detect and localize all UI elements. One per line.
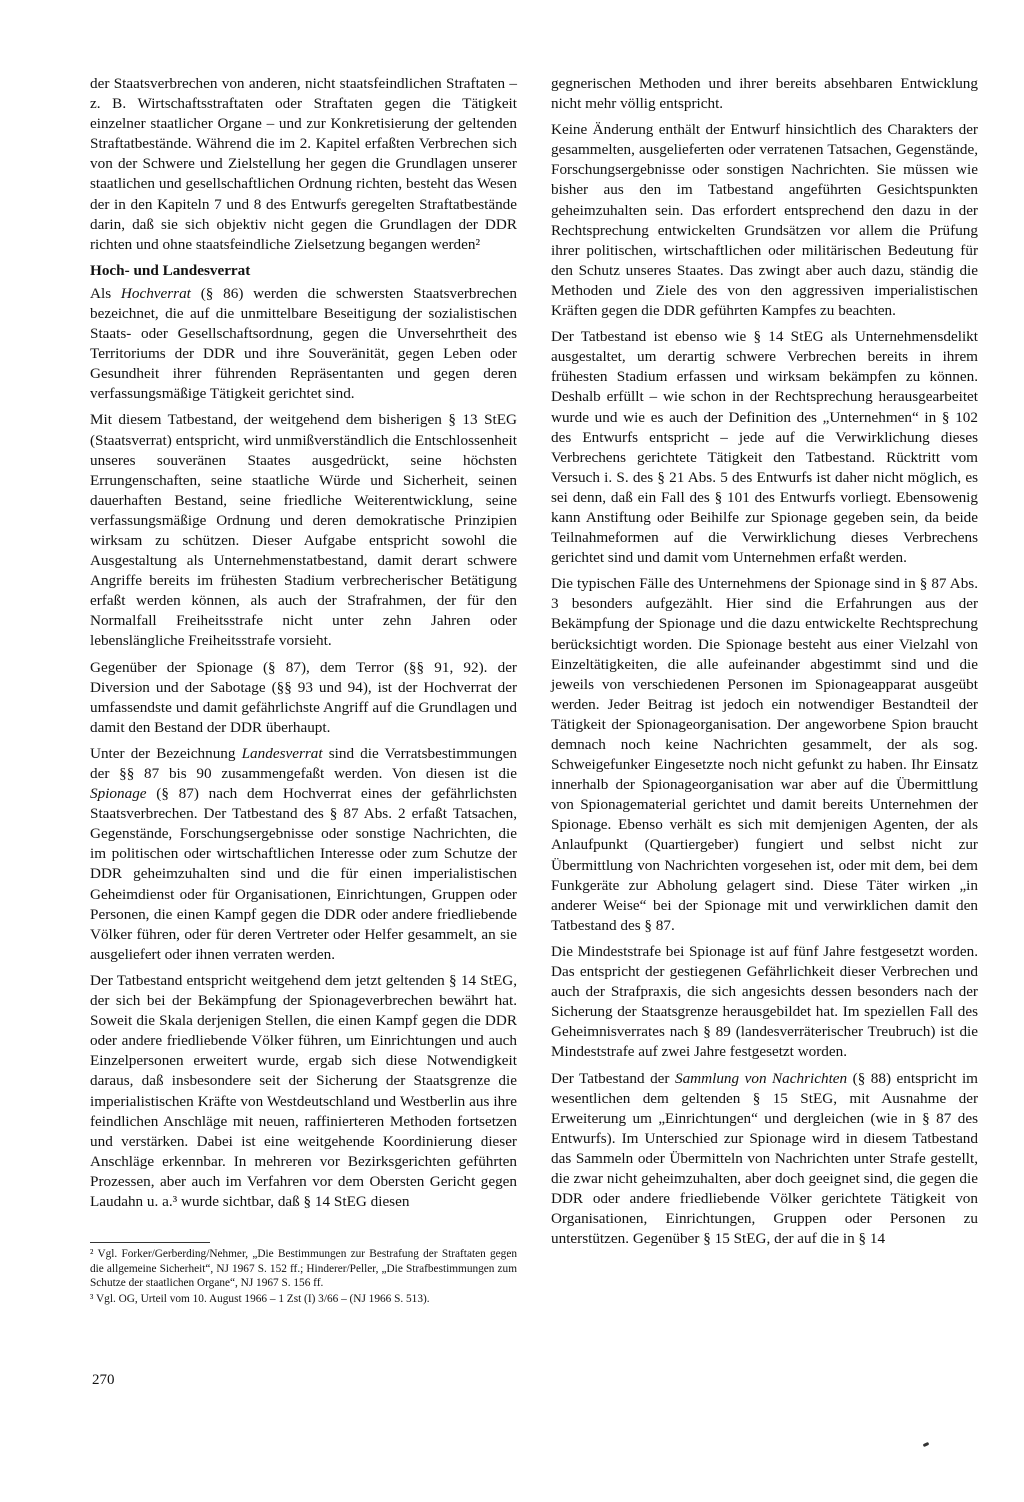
text-run: (§ 87) nach dem Hochverrat eines der gefährlichsten Staatsverbrechen. Der Tatbestand des § 87 Abs. 2 erfaßt Tatsachen, Gegenstände, Forschungsergebnisse oder sonstige Nachrichten, die im politischen oder wirtschaftlichen Interesse oder zum Schutze der DDR geheimzuhalten sind und die für einen imperialistischen Geheimdienst oder für Organisationen, Einrichtungen, Gruppen oder Personen, die einen Kampf gegen die DDR oder andere friedliebende Völker führen, oder für deren Vertreter oder Helfer gesammelt, an sie ausgeliefert oder ihnen verraten werden. [90, 785, 517, 963]
paragraph-left-5 [90, 744, 517, 965]
paragraph-right-3: Der Tatbestand ist ebenso wie § 14 StEG als Unternehmensdelikt ausgestaltet, um derartig schwere Verbrechen bereits in ihrem frühesten Stadium erfassen und wirksam bekämpfen zu können. Deshalb erfüllt – wie schon in der Rechtsprechung herausgearbeitet wurde und wie es auch der Definition des „Unternehmen“ in § 102 des Entwurfs entspricht – jede auf die Verwirklichung dieses Verbrechens gerichtete Tätigkeit den Tatbestand. Rücktritt vom Versuch i. S. des § 21 Abs. 5 des Entwurfs ist daher nicht möglich, es sei denn, daß ein Fall des § 101 des Entwurfs vorliegt. Ebensowenig kann Anstiftung oder Beihilfe zur Spionage gegeben sein, da beide Teilnahmeformen auf die Verwirklichung dieses Verbrechens gerichtet sind und damit vom Unternehmen erfaßt werden. [551, 328, 978, 567]
footnotes [90, 1242, 517, 1307]
paragraph-left-1: der Staatsverbrechen von anderen, nicht staatsfeindlichen Straftaten – z. B. Wirtschaftsstraftaten oder Straftaten gegen die Tätigkeit einzelner staatlicher Organe – und zur Konkretisierung der geltenden Straftatbestände. Während die im 2. Kapitel erfaßten Verbrechen sich von der Schwere und Zielstellung her gegen die Grundlagen unserer staatlichen und gesellschaftlichen Ordnung richten, besteht das Wesen der in den Kapiteln 7 und 8 des Entwurfs geregelten Straftatbestände darin, daß sie sich objektiv nicht gegen die Grundlagen der DDR richten und ohne staatsfeindliche Zielsetzung begangen werden² [90, 75, 517, 253]
ink-speck [923, 1442, 930, 1447]
text-run: sind die Verratsbestimmungen der §§ 87 bis 90 zusammengefaßt werden. Von diesen ist die [90, 744, 517, 782]
section-heading-hoch-und-landesverrat: Hoch- und Landesverrat [90, 261, 251, 279]
footnote-rule [90, 1242, 210, 1243]
footnote-2: ² Vgl. Forker/Gerberding/Nehmer, „Die Bestimmungen zur Bestrafung der Straftaten gegen die allgemeine Sicherheit“, NJ 1967 S. 152 ff.; Hinderer/Peller, „Die Strafbestimmungen zum Schutze der staatlichen Organe“, NJ 1967 S. 156 ff. [90, 1248, 517, 1290]
paragraph-right-2: Keine Änderung enthält der Entwurf hinsichtlich des Charakters der gesammelten, ausgelieferten oder verratenen Tatsachen, Gegenstände, Forschungsergebnisse oder sonstigen Nachrichten. Sie müssen wie bisher aus den im Tatbestand angeführten Gesichtspunkten geheimzuhalten sein. Das erfordert entsprechend den dazu in der Rechtsprechung entwickelten Grundsätzen vor allem die Prüfung ihrer politischen, wirtschaftlichen oder militärischen Bedeutung für den Schutz unseres Staates. Das zwingt aber auch dazu, ständig die Methoden und Ziele des von den aggressiven imperialistischen Kräften gegen die DDR geführten Kampfes zu beachten. [551, 121, 978, 320]
paragraph-left-6: Der Tatbestand entspricht weitgehend dem jetzt geltenden § 14 StEG, der sich bei der Bekämpfung der Spionageverbrechen bewährt hat. Soweit die Skala derjenigen Stellen, die einen Kampf gegen die DDR oder andere friedliebende Völker führen, um Einrichtungen und auch Einzelpersonen erweitert wurde, ergab sich diese Notwendigkeit daraus, daß insbesondere seit der Sicherung der Staatsgrenze die imperialistischen Kräfte von Westdeutschland und Westberlin aus ihre feindlichen Anschläge mit neuen, raffinierteren Methoden fortsetzen und verstärken. Dabei ist eine weitgehende Koordinierung dieser Anschläge erkennbar. In mehreren vor Bezirksgerichten geführten Prozessen, aber auch im Verfahren vor dem Obersten Gericht gegen Laudahn u. a.³ wurde sichtbar, daß § 14 StEG diesen [90, 971, 517, 1210]
paragraph-left-2 [90, 284, 517, 405]
text-run: (§ 86) werden die schwersten Staatsverbrechen bezeichnet, die auf die unmittelbare Beseitigung der sozialistischen Staats- oder Gesellschaftsordnung, gegen die Unversehrtheit des Territoriums der DDR und ihre Souveränität, gegen Leben oder Gesundheit ihrer führenden Repräsentanten und gegen deren verfassungsmäßige Tätigkeit gerichtet sind. [90, 284, 517, 403]
term-hochverrat: Hochverrat [120, 284, 191, 302]
term-sammlung-von-nachrichten: Sammlung von Nachrichten [674, 1069, 848, 1087]
term-landesverrat: Landesverrat [241, 744, 323, 762]
paragraph-right-4: Die typischen Fälle des Unternehmens der Spionage sind in § 87 Abs. 3 besonders aufgezählt. Hier sind die Erfahrungen aus der Bekämpfung der Spionage und die dazu entwickelte Rechtsprechung berücksichtigt worden. Die Spionage besteht aus einer Vielzahl von Einzeltätigkeiten, die alle aufeinander abgestimmt sind und die jeweils von verschiedenen Personen im Spionageapparat ausgeübt werden. Jeder Beitrag ist jedoch ein notwendiger Bestandteil der Tätigkeit der Spionageorganisation. Der angeworbene Spion braucht demnach noch keine Nachrichten gesammelt, der als sog. Schweigefunker Eingesetzte noch nicht gefunkt zu haben. Ihr Einsatz innerhalb der Spionageorganisation war aber auf die Übermittlung von Spionagematerial gerichtet und damit bereits Unternehmen der Spionage. Ebenso verhält es sich mit demjenigen Agenten, der als Anlaufpunkt (Quartiergeber) fungiert und selbst nicht zur Übermittlung von Nachrichten vorgesehen ist, oder mit dem, bei dem Funkgeräte zur Abholung gelagert sind. Diese Täter wirken „in anderer Weise“ bei der Spionage mit und verwirklichen damit den Tatbestand des § 87. [551, 575, 978, 934]
right-column [551, 74, 978, 1255]
paragraph-right-6 [551, 1069, 978, 1250]
paragraph-right-5: Die Mindeststrafe bei Spionage ist auf fünf Jahre festgesetzt worden. Das entspricht der gestiegenen Gefährlichkeit dieser Verbrechen und auch der Strafpraxis, die sich angesichts dessen besonders nach der Sicherung der Staatsgrenze herausgebildet hat. Im speziellen Fall des Geheimnisverrates nach § 89 (landesverräterischer Treubruch) ist die Mindeststrafe auf zwei Jahre festgesetzt worden. [551, 942, 978, 1061]
paragraph-right-1: gegnerischen Methoden und ihrer bereits absehbaren Entwicklung nicht mehr völlig entspricht. [551, 75, 978, 113]
page-number: 270 [92, 1372, 115, 1388]
text-run: Als [90, 284, 121, 302]
text-run: Der Tatbestand der [551, 1069, 675, 1087]
paragraph-left-3: Mit diesem Tatbestand, der weitgehend dem bisherigen § 13 StEG (Staatsverrat) entspricht, wird unmißverständlich die Entschlossenheit unseres souveränen Staates ausgedrückt, seine höchsten Errungenschaften, seine staatliche Würde und Sicherheit, seinen dauerhaften Bestand, seine friedliche Weiterentwicklung, seine verfassungsmäßige Ordnung und deren demokratische Prinzipien wirksam zu schützen. Dieser Aufgabe entspricht sowohl die Ausgestaltung als Unternehmenstatbestand, damit derart schwere Angriffe bereits im frühesten Stadium verbrecherischer Betätigung erfaßt werden können, als auch der Strafrahmen, der für den Normalfall Freiheitsstrafe nicht unter zehn Jahren oder lebenslängliche Freiheitsstrafe vorsieht. [90, 411, 517, 650]
text-run: (§ 88) entspricht im wesentlichen dem geltenden § 15 StEG, mit Ausnahme der Erweiterung um „Einrichtungen“ und dergleichen (wie in § 87 des Entwurfs). Im Unterschied zur Spionage wird in diesem Tatbestand das Sammeln oder Übermitteln von Nachrichten unter Strafe gestellt, die zwar nicht geheimzuhalten, aber doch geeignet sind, die gegen die DDR oder andere friedliebende Völker gerichtete Tätigkeit von Organisationen, Einrichtungen, Gruppen oder Personen zu unterstützen. Gegenüber § 15 StEG, der auf die in § 14 [551, 1069, 978, 1248]
left-column [90, 74, 517, 1218]
term-spionage: Spionage [90, 785, 147, 803]
paragraph-left-4: Gegenüber der Spionage (§ 87), dem Terror (§§ 91, 92). der Diversion und der Sabotage (§§ 93 und 94), ist der Hochverrat der umfassendste und damit gefährlichste Angriff auf die Grundlagen und damit den Bestand der DDR überhaupt. [90, 658, 517, 736]
footnote-3: ³ Vgl. OG, Urteil vom 10. August 1966 – 1 Zst (I) 3/66 – (NJ 1966 S. 513). [90, 1292, 430, 1305]
text-run: Unter der Bezeichnung [90, 744, 242, 762]
